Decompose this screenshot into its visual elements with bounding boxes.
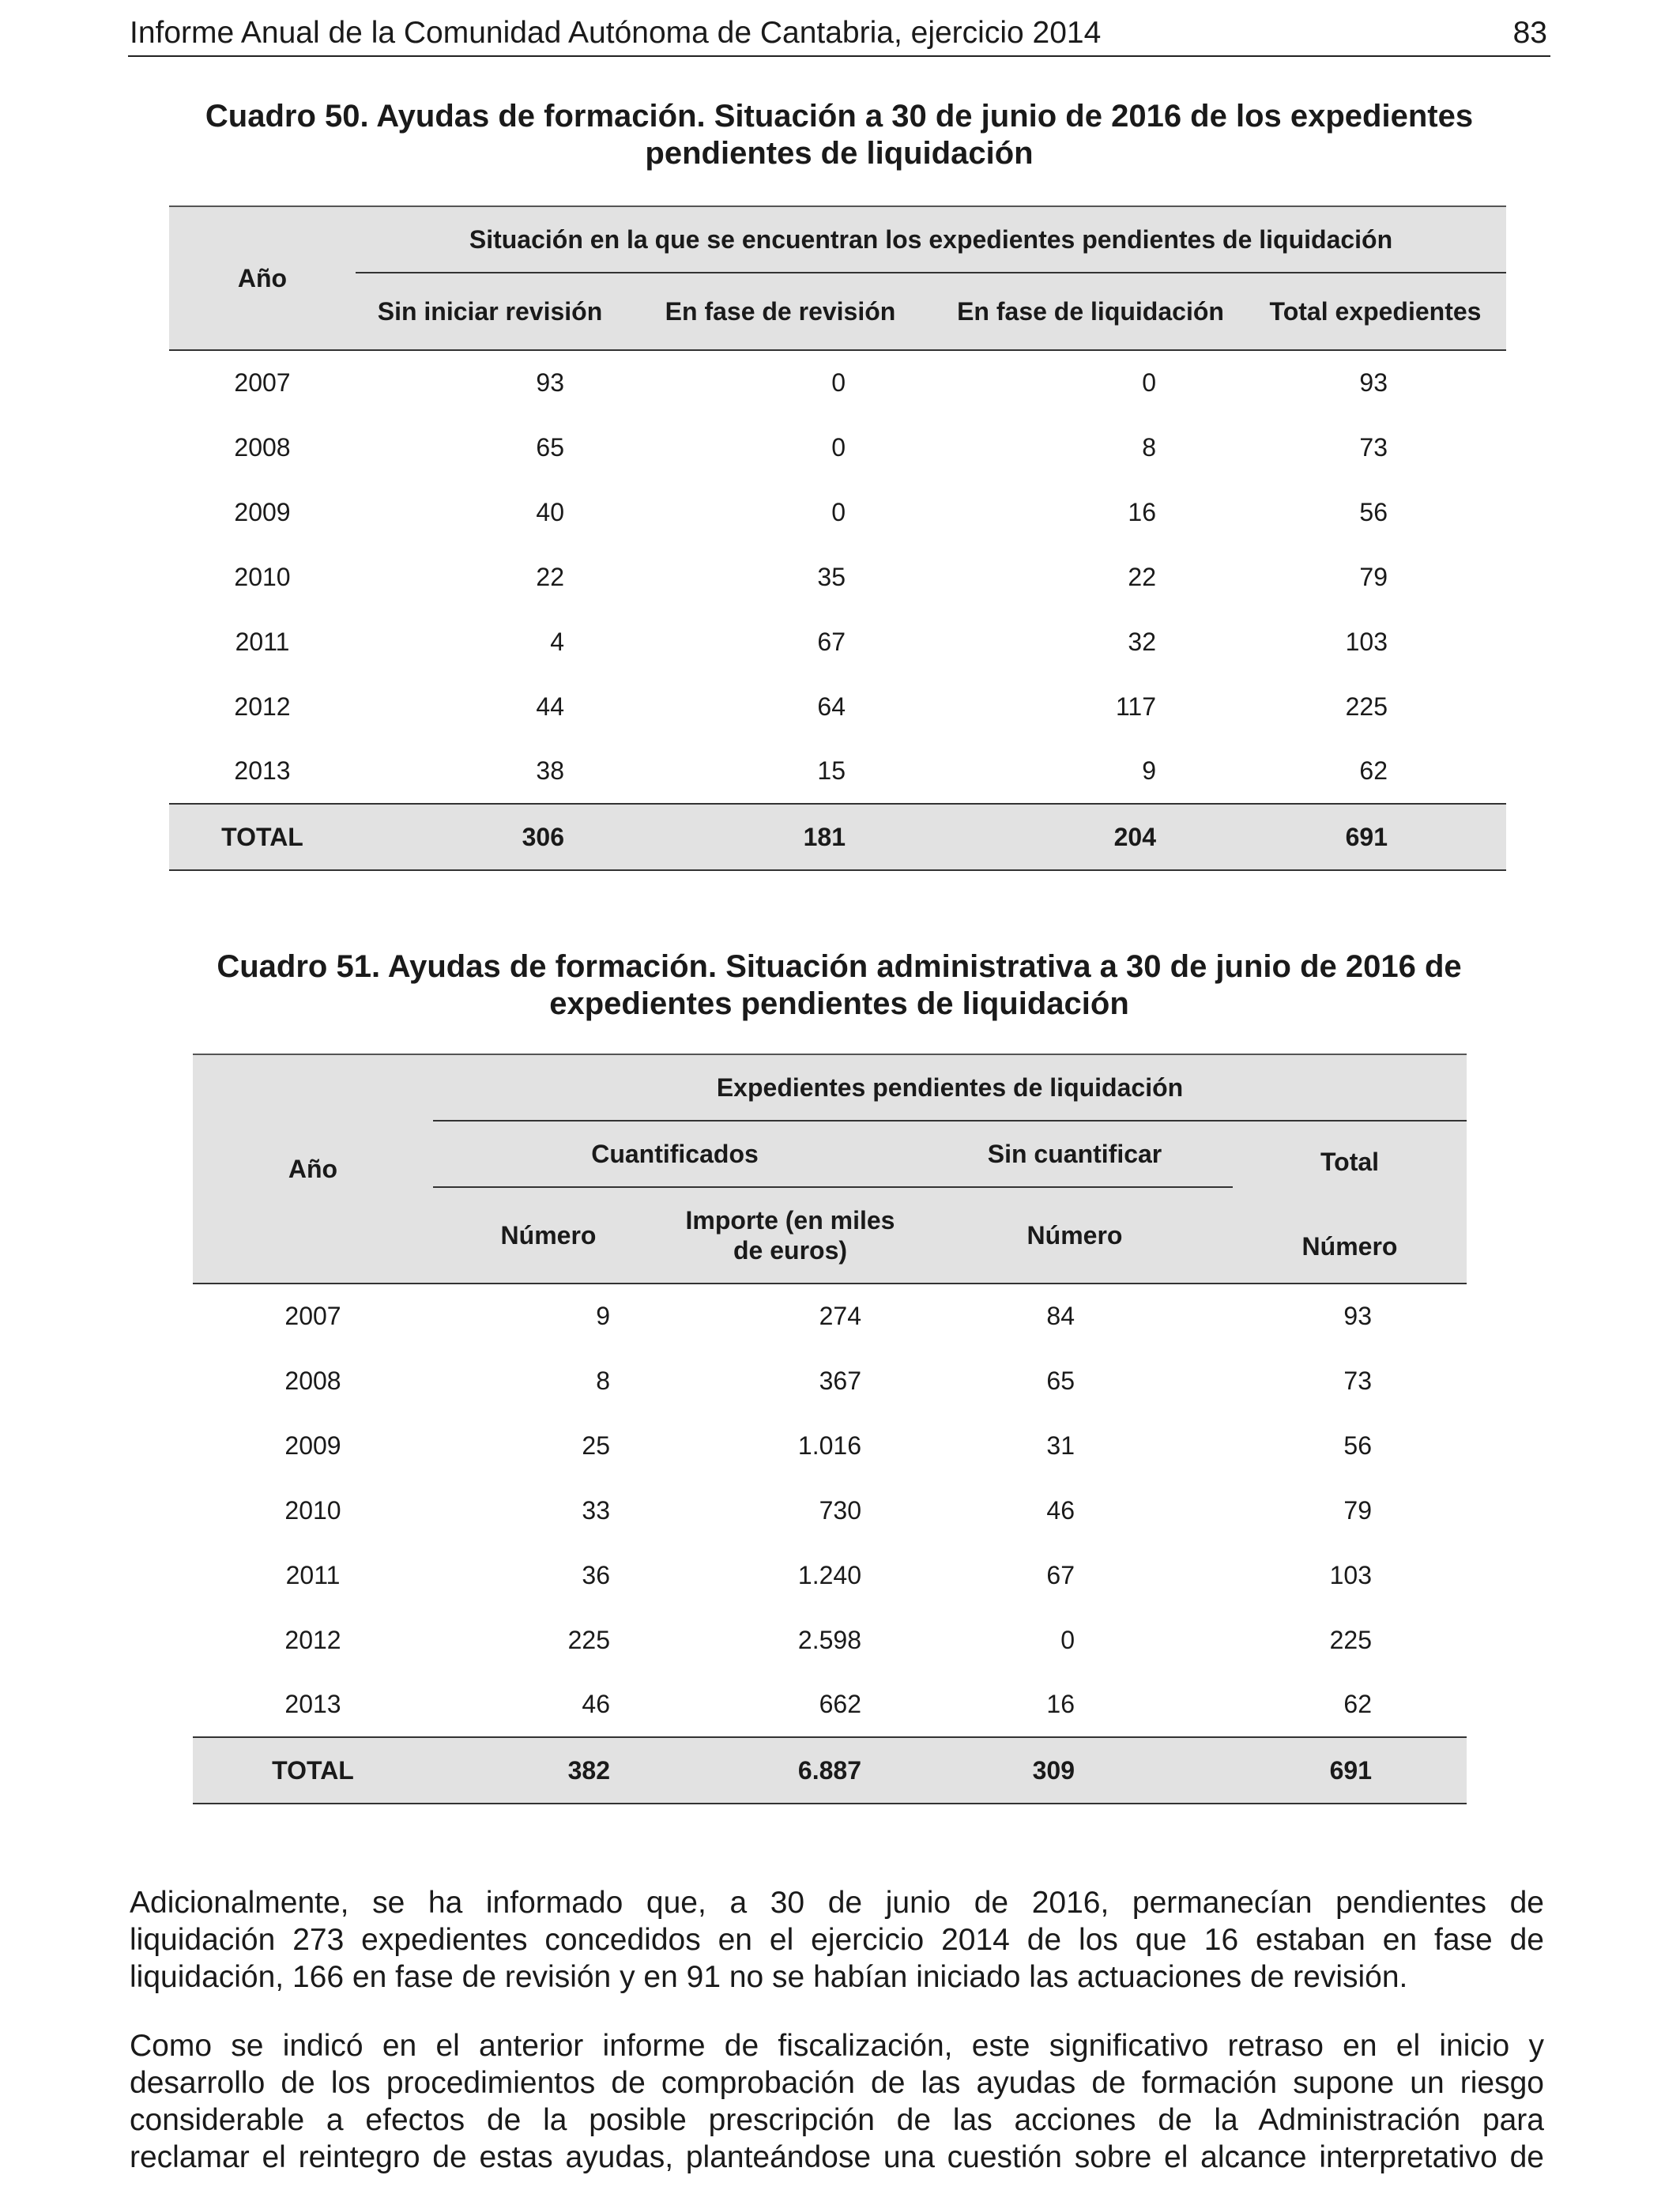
value-cell: 8	[1142, 432, 1156, 462]
table50-year-header: Año	[169, 206, 356, 350]
table50-caption-line1: Cuadro 50. Ayudas de formación. Situación a 30 de junio de 2016 de los expedientes	[205, 99, 1474, 134]
table50-col-header: En fase de revisión	[624, 273, 936, 350]
table51-numero-header: Número	[433, 1187, 664, 1284]
value-cell: 33	[582, 1495, 610, 1525]
table50-col-header: Total expedientes	[1245, 273, 1506, 350]
table51-caption-line2: expedientes pendientes de liquidación	[549, 986, 1129, 1021]
paragraph-line: liquidación 273 expedientes concedidos en el ejercicio 2014 de los que 16 estaban en fase de	[130, 1923, 1544, 1957]
table51-caption	[128, 948, 1550, 1023]
value-cell: 46	[1046, 1495, 1075, 1525]
table-row	[193, 1543, 1467, 1608]
value-cell: 62	[1359, 756, 1388, 785]
value-cell: 103	[1329, 1560, 1372, 1589]
value-cell: 225	[1345, 692, 1388, 721]
table51-group-header: Expedientes pendientes de liquidación	[433, 1054, 1467, 1121]
value-cell: 93	[1359, 368, 1388, 397]
value-cell: 67	[1046, 1560, 1075, 1589]
value-cell: 36	[582, 1560, 610, 1589]
value-cell: 56	[1343, 1431, 1372, 1460]
total-cell: 691	[1245, 804, 1506, 870]
year-cell: 2007	[284, 1302, 341, 1330]
value-cell: 9	[596, 1302, 610, 1330]
total-row	[169, 804, 1506, 870]
table51-cuantificados-header: Cuantificados	[433, 1121, 917, 1187]
report-title: Informe Anual de la Comunidad Autónoma de Cantabria, ejercicio 2014	[130, 16, 1102, 50]
table-row	[169, 545, 1506, 609]
value-cell: 2.598	[797, 1625, 861, 1654]
value-cell: 79	[1359, 562, 1388, 591]
value-cell: 46	[582, 1690, 610, 1718]
total-cell: 204	[936, 804, 1245, 870]
value-cell: 64	[817, 692, 846, 721]
table51-importe-header	[664, 1187, 917, 1284]
paragraph-1	[130, 1884, 1544, 1996]
value-cell: 84	[1046, 1302, 1075, 1330]
value-cell: 35	[817, 562, 846, 591]
table51-importe-line1: Importe (en miles	[685, 1206, 895, 1235]
total-cell: 691	[1233, 1737, 1467, 1804]
total-label: TOTAL	[193, 1737, 433, 1804]
value-cell: 103	[1345, 627, 1388, 656]
paragraph-line: liquidación, 166 en fase de revisión y en 91 no se habían iniciado las actuaciones de revisión.	[130, 1960, 1408, 1994]
table50-col-header: Sin iniciar revisión	[356, 273, 624, 350]
value-cell: 25	[582, 1431, 610, 1460]
total-cell: 382	[433, 1737, 664, 1804]
value-cell: 117	[1115, 692, 1156, 721]
value-cell: 32	[1128, 627, 1156, 656]
value-cell: 0	[1060, 1625, 1075, 1654]
year-cell: 2013	[284, 1690, 341, 1718]
total-cell: 306	[356, 804, 624, 870]
total-label: TOTAL	[169, 804, 356, 870]
table-row	[193, 1672, 1467, 1737]
table-row	[169, 609, 1506, 674]
value-cell: 56	[1359, 497, 1388, 526]
value-cell: 79	[1343, 1495, 1372, 1525]
value-cell: 0	[1142, 368, 1156, 397]
year-cell: 2008	[284, 1366, 341, 1395]
value-cell: 38	[536, 756, 564, 785]
total-cell: 181	[624, 804, 936, 870]
value-cell: 22	[536, 562, 564, 591]
table51	[193, 1054, 1467, 1804]
page-header	[128, 14, 1550, 57]
year-cell: 2011	[235, 627, 290, 656]
table51-caption-line1: Cuadro 51. Ayudas de formación. Situación administrativa a 30 de junio de 2016 de	[217, 949, 1462, 984]
year-cell: 2010	[234, 562, 291, 591]
value-cell: 8	[596, 1366, 610, 1395]
table-row	[169, 415, 1506, 480]
table51-total-numero: Número	[1301, 1232, 1398, 1261]
value-cell: 274	[819, 1302, 861, 1330]
table51-total-header	[1233, 1121, 1467, 1284]
value-cell: 65	[536, 432, 564, 462]
value-cell: 65	[1046, 1366, 1075, 1395]
paragraph-line: considerable a efectos de la posible prescripción de las acciones de la Administración para	[130, 2103, 1544, 2137]
value-cell: 1.016	[797, 1431, 861, 1460]
value-cell: 225	[567, 1625, 610, 1654]
total-cell: 6.887	[664, 1737, 917, 1804]
table51-sin-cuantificar-numero-header: Número	[917, 1187, 1233, 1284]
total-row	[193, 1737, 1467, 1804]
value-cell: 367	[819, 1366, 861, 1395]
value-cell: 662	[819, 1690, 861, 1718]
year-cell: 2008	[234, 432, 291, 462]
table-row	[193, 1284, 1467, 1348]
value-cell: 67	[817, 627, 846, 656]
table50	[169, 205, 1506, 871]
year-cell: 2011	[285, 1560, 341, 1589]
value-cell: 1.240	[797, 1560, 861, 1589]
value-cell: 0	[831, 368, 846, 397]
table50-caption	[128, 98, 1550, 172]
table-row	[169, 350, 1506, 415]
value-cell: 225	[1329, 1625, 1372, 1654]
table51-sin-cuantificar-header: Sin cuantificar	[917, 1121, 1233, 1187]
value-cell: 73	[1343, 1366, 1372, 1395]
paragraph-2	[130, 2027, 1544, 2176]
table50-group-header: Situación en la que se encuentran los expedientes pendientes de liquidación	[356, 206, 1506, 273]
table-row	[193, 1478, 1467, 1543]
year-cell: 2007	[234, 368, 291, 397]
value-cell: 730	[819, 1495, 861, 1525]
value-cell: 62	[1343, 1690, 1372, 1718]
year-cell: 2013	[234, 756, 291, 785]
table-row	[193, 1608, 1467, 1672]
table51-total-label: Total	[1320, 1148, 1380, 1176]
paragraph-line: Adicionalmente, se ha informado que, a 30 de junio de 2016, permanecían pendientes de	[130, 1886, 1544, 1920]
table51-year-header: Año	[193, 1054, 433, 1284]
year-cell: 2012	[284, 1625, 341, 1654]
value-cell: 93	[536, 368, 564, 397]
value-cell: 93	[1343, 1302, 1372, 1330]
table51-importe-line2: de euros)	[733, 1236, 848, 1265]
table50-caption-line2: pendientes de liquidación	[645, 136, 1034, 171]
value-cell: 40	[536, 497, 564, 526]
year-cell: 2009	[234, 497, 291, 526]
year-cell: 2010	[284, 1495, 341, 1525]
table-row	[169, 674, 1506, 739]
value-cell: 9	[1142, 756, 1156, 785]
table50-col-header: En fase de liquidación	[936, 273, 1245, 350]
value-cell: 16	[1128, 497, 1156, 526]
table-row	[169, 480, 1506, 545]
year-cell: 2009	[284, 1431, 341, 1460]
table-row	[169, 739, 1506, 804]
value-cell: 73	[1359, 432, 1388, 462]
table-row	[193, 1348, 1467, 1413]
paragraph-line: desarrollo de los procedimientos de comprobación de las ayudas de formación supone un riesgo	[130, 2066, 1544, 2100]
value-cell: 22	[1128, 562, 1156, 591]
paragraph-line: Como se indicó en el anterior informe de fiscalización, este significativo retraso en el inicio y	[130, 2029, 1544, 2063]
total-cell: 309	[917, 1737, 1233, 1804]
value-cell: 44	[536, 692, 564, 721]
value-cell: 4	[550, 627, 564, 656]
value-cell: 16	[1046, 1690, 1075, 1718]
value-cell: 15	[817, 756, 846, 785]
value-cell: 0	[831, 497, 846, 526]
page-number: 83	[1512, 16, 1547, 50]
year-cell: 2012	[234, 692, 291, 721]
value-cell: 0	[831, 432, 846, 462]
paragraph-line: reclamar el reintegro de estas ayudas, planteándose una cuestión sobre el alcance interpretativo de	[130, 2140, 1544, 2174]
table-row	[193, 1413, 1467, 1478]
value-cell: 31	[1046, 1431, 1075, 1460]
